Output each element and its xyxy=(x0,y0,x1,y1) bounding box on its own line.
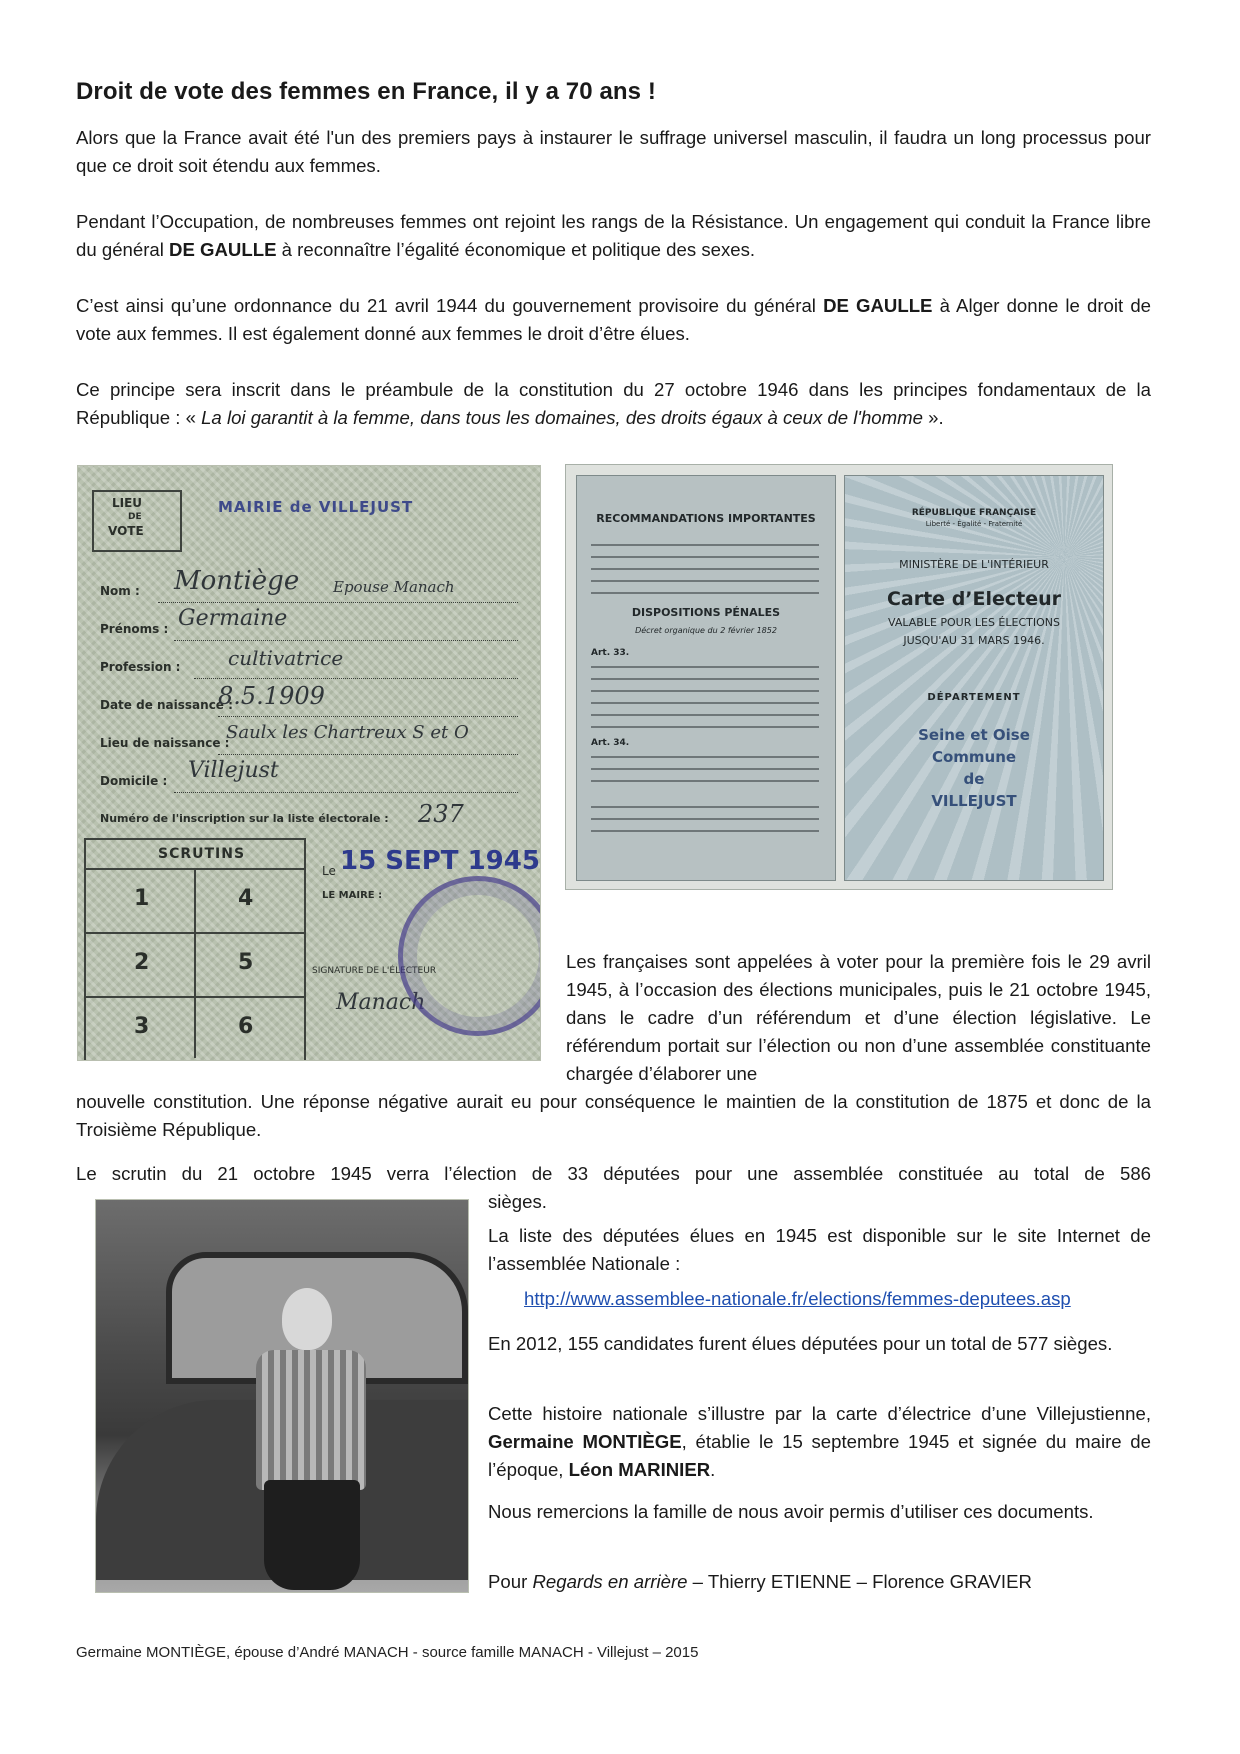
card-label: Lieu de naissance : xyxy=(100,736,230,750)
card-handwritten-value: cultivatrice xyxy=(228,646,344,670)
card-label: Prénoms : xyxy=(100,622,169,636)
paragraph-2012: En 2012, 155 candidates furent élues députées pour un total de 577 sièges. xyxy=(488,1333,1113,1354)
card-text: Art. 34. xyxy=(591,738,630,748)
card-label: LIEU xyxy=(112,496,143,510)
card-text: MINISTÈRE DE L'INTÉRIEUR xyxy=(899,558,1049,571)
card-text: JUSQU'AU 31 MARS 1946. xyxy=(903,634,1045,647)
scrutin-number: 6 xyxy=(238,1014,254,1039)
card-handwritten-value: Montiège xyxy=(174,566,300,596)
card-handwritten-value: Germaine xyxy=(178,606,288,631)
paragraph-suffrage: Alors que la France avait été l'un des premiers pays à instaurer le suffrage universel masculin, il faudra un long processus pour que ce droit soit étendu aux femmes. xyxy=(76,127,1151,176)
scrutin-number: 4 xyxy=(238,886,254,911)
scrutin-number: 1 xyxy=(134,886,150,911)
paragraph-scrutin-1945: Le scrutin du 21 octobre 1945 verra l’élection de 33 députées pour une assemblée constituée au total de 586 xyxy=(76,1163,1151,1184)
photo-caption: Germaine MONTIÈGE, épouse d’André MANACH - source famille MANACH - Villejust – 2015 xyxy=(76,1644,699,1661)
card-handwritten-value: 8.5.1909 xyxy=(218,682,325,710)
paragraph-premiere-election: Les françaises sont appelées à voter pour la première fois le 29 avril 1945, à l’occasion des élections municipales, puis le 21 octobre 1945, dans le cadre d’un référendum et d’une élection législative. Le référendum portait sur l’élection ou non d’une assemblée constituante chargée d’élaborer une xyxy=(566,951,1151,1084)
paragraph-scrutin-1945-suite: sièges. xyxy=(488,1191,547,1212)
scrutin-number: 3 xyxy=(134,1014,150,1039)
card-heading: RECOMMANDATIONS IMPORTANTES xyxy=(596,512,816,525)
text-run: , établie le 15 septembre 1945 et signée du maire de l’époque, xyxy=(488,1431,1151,1480)
card-label: LE MAIRE : xyxy=(322,890,383,901)
card-handwritten-value: Epouse Manach xyxy=(333,578,455,596)
scrutin-number: 2 xyxy=(134,950,150,975)
card-mairie-stamp: MAIRIE de VILLEJUST xyxy=(218,498,414,516)
text-run: . xyxy=(710,1459,716,1480)
card-heading: RÉPUBLIQUE FRANÇAISE xyxy=(911,508,1037,518)
card-handwritten-value: Saulx les Chartreux S et O xyxy=(226,722,469,743)
card-stamped-value: de xyxy=(963,770,985,788)
paragraph-carte-electrice xyxy=(488,1400,1151,1484)
scrutins-heading: SCRUTINS xyxy=(158,846,246,862)
card-label: Date de naissance : xyxy=(100,698,233,712)
text-run: Cette histoire nationale s’illustre par la carte d’électrice d’une Villejustienne, xyxy=(488,1403,1151,1424)
card-label: Nom : xyxy=(100,584,140,598)
text-run: ». xyxy=(922,407,944,428)
paragraph-remerciements: Nous remercions la famille de nous avoir permis d’utiliser ces documents. xyxy=(488,1501,1094,1522)
regards-en-arriere: Regards en arrière xyxy=(532,1571,688,1592)
card-label: Domicile : xyxy=(100,774,168,788)
quote-preambule: La loi garantit à la femme, dans tous les domaines, des droits égaux à ceux de l'homme xyxy=(201,407,923,428)
electoral-card-front-image xyxy=(78,466,540,1060)
card-inner-left xyxy=(576,475,836,881)
card-label: Le xyxy=(322,864,336,878)
text-run: Pour xyxy=(488,1571,533,1592)
card-stamped-value: Seine et Oise xyxy=(918,726,1030,744)
card-text: Décret organique du 2 février 1852 xyxy=(635,626,777,635)
card-heading: DISPOSITIONS PÉNALES xyxy=(631,606,781,619)
electoral-card-open-image xyxy=(566,465,1112,889)
text-run: Ce principe sera inscrit dans le préambule de la constitution du 27 octobre 1946 dans les principes fondamentaux de la République : « xyxy=(76,379,1151,428)
card-inner-right xyxy=(844,475,1104,881)
card-label: Profession : xyxy=(100,660,181,674)
card-text: Liberté - Égalité - Fraternité xyxy=(925,520,1023,528)
paragraph-occupation xyxy=(76,208,1151,264)
scrutin-number: 5 xyxy=(238,950,254,975)
card-title: Carte d’Electeur xyxy=(886,588,1062,610)
card-handwritten-value: 237 xyxy=(418,800,464,828)
card-text: VALABLE POUR LES ÉLECTIONS xyxy=(888,616,1060,629)
card-text: Art. 33. xyxy=(591,648,630,658)
name-germaine-montiege: Germaine MONTIÈGE xyxy=(488,1431,682,1452)
paragraph-liste-deputees: La liste des députées élues en 1945 est disponible sur le site Internet de l’assemblée Nationale : xyxy=(488,1225,1151,1274)
date-stamp: 15 SEPT 1945 xyxy=(340,846,540,876)
card-label: DE xyxy=(128,512,142,522)
text-run: à reconnaître l’égalité économique et politique des sexes. xyxy=(276,239,756,260)
card-text: DÉPARTEMENT xyxy=(927,692,1021,703)
paragraph-premiere-election-suite: nouvelle constitution. Une réponse négative aurait eu pour conséquence le maintien de la constitution de 1875 et donc de la Troisième République. xyxy=(76,1091,1151,1140)
card-label: VOTE xyxy=(108,524,144,538)
assemblee-nationale-link[interactable]: http://www.assemblee-nationale.fr/elections/femmes-deputees.asp xyxy=(524,1288,1071,1309)
name-de-gaulle: DE GAULLE xyxy=(823,295,933,316)
card-stamped-value: Commune xyxy=(931,748,1017,766)
name-leon-marinier: Léon MARINIER xyxy=(568,1459,711,1480)
text-run: – Thierry ETIENNE – Florence GRAVIER xyxy=(687,1571,1032,1592)
card-label: SIGNATURE DE L'ÉLECTEUR xyxy=(312,966,437,976)
page-title: Droit de vote des femmes en France, il y a 70 ans ! xyxy=(76,78,656,105)
text-run: Pendant l’Occupation, de nombreuses femmes ont rejoint les rangs de la Résistance. Un engagement qui conduit la France libre du général xyxy=(76,211,1151,260)
text-run: à Alger donne le droit de vote aux femmes. Il est également donné aux femmes le droit d’être élues. xyxy=(76,295,1152,344)
paragraph-signature xyxy=(488,1568,1151,1596)
card-handwritten-value: Villejust xyxy=(188,758,279,783)
name-de-gaulle: DE GAULLE xyxy=(169,239,277,260)
card-label: Numéro de l'inscription sur la liste électorale : xyxy=(100,812,389,825)
signature: Manach xyxy=(336,990,426,1015)
germaine-montiege-photo xyxy=(96,1200,468,1592)
text-run: C’est ainsi qu’une ordonnance du 21 avril 1944 du gouvernement provisoire du général xyxy=(76,295,824,316)
paragraph-constitution xyxy=(76,376,1151,432)
paragraph-ordonnance xyxy=(76,292,1151,348)
card-stamped-value: VILLEJUST xyxy=(931,792,1017,810)
